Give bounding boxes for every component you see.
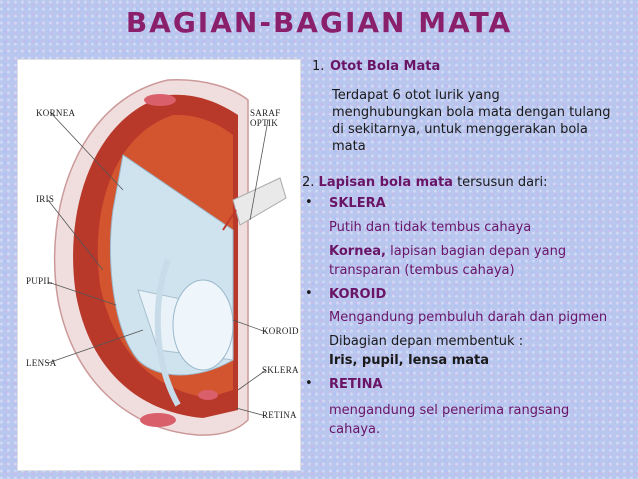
section1-body-line4: mata	[332, 139, 366, 154]
section2-heading-suffix: tersusun dari:	[452, 175, 548, 190]
kornea-description: lapisan bagian depan yang	[385, 244, 567, 259]
label-saraf-optik: SARAF OPTIK	[250, 108, 281, 128]
section2-number: 2.	[302, 175, 315, 190]
label-sklera: SKLERA	[262, 365, 299, 375]
sklera-kornea-line2: transparan (tembus cahaya)	[329, 263, 515, 278]
sklera-heading: SKLERA	[329, 196, 386, 211]
retina-line1: mengandung sel penerima rangsang	[329, 403, 570, 418]
sklera-line1: Putih dan tidak tembus cahaya	[329, 220, 532, 235]
section2-heading: Lapisan bola mata	[318, 175, 453, 190]
label-iris: IRIS	[36, 194, 55, 204]
page-title: BAGIAN-BAGIAN MATA	[125, 6, 513, 39]
retina-line2: cahaya.	[329, 422, 381, 437]
koroid-line1: Mengandung pembuluh darah dan pigmen	[329, 310, 608, 325]
eye-anatomy-figure	[18, 60, 300, 470]
label-koroid: KOROID	[262, 326, 299, 336]
section1-heading: Otot Bola Mata	[330, 59, 441, 74]
koroid-line3: Iris, pupil, lensa mata	[329, 353, 490, 368]
koroid-heading: KOROID	[329, 287, 387, 302]
sklera-kornea-line	[329, 243, 566, 260]
section2-heading-line	[302, 174, 547, 191]
label-kornea: KORNEA	[36, 108, 76, 118]
bullet-sklera: •	[305, 195, 313, 210]
bullet-koroid: •	[305, 286, 313, 301]
label-retina: RETINA	[262, 410, 297, 420]
kornea-term: Kornea,	[329, 244, 386, 259]
retina-heading: RETINA	[329, 377, 383, 392]
label-lensa: LENSA	[26, 358, 57, 368]
section1-body-line2: menghubungkan bola mata dengan tulang	[332, 105, 611, 120]
koroid-line2: Dibagian depan membentuk :	[329, 334, 524, 349]
section1-number: 1.	[312, 59, 325, 74]
bullet-retina: •	[305, 376, 313, 391]
section1-body-line3: di sekitarnya, untuk menggerakan bola	[332, 122, 588, 137]
label-pupil: PUPIL	[26, 276, 53, 286]
section1-body-line1: Terdapat 6 otot lurik yang	[332, 88, 500, 103]
